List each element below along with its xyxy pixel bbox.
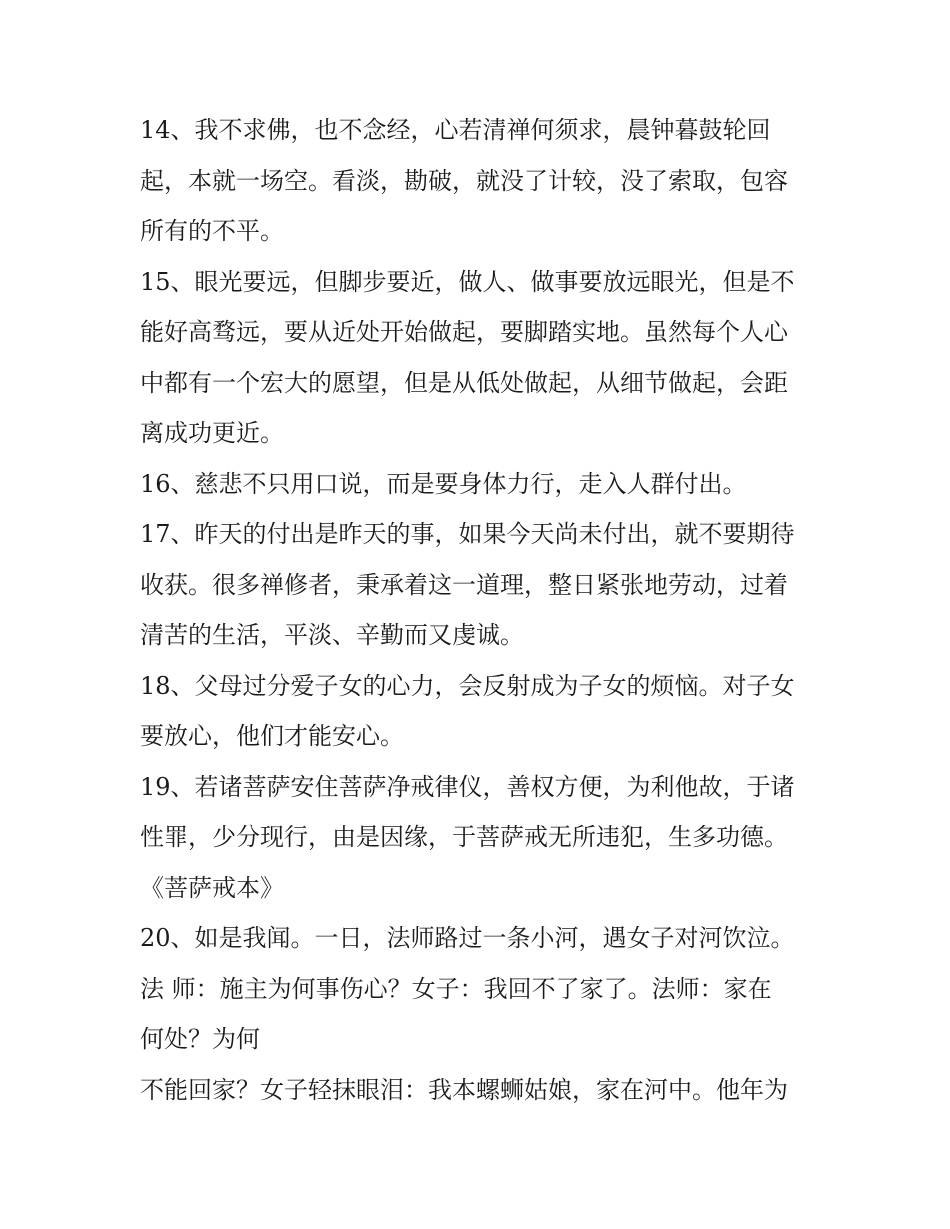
- text-line: 18、父母过分爱子女的心力，会反射成为子女的烦恼。对子女: [140, 672, 795, 700]
- text-line: 法 师：施主为何事伤心？女子：我回不了家了。法师：家在: [140, 975, 772, 1003]
- text-line: 能好高骛远，要从近处开始做起，要脚踏实地。虽然每个人心: [140, 318, 788, 346]
- text-line: 15、眼光要远，但脚步要近，做人、做事要放远眼光，但是不: [140, 268, 795, 296]
- text-line: 要放心，他们才能安心。: [140, 722, 404, 750]
- text-line: 19、若诸菩萨安住菩萨净戒律仪，善权方便，为利他故，于诸: [140, 773, 795, 801]
- text-line: 《菩萨戒本》: [140, 874, 284, 902]
- text-line: 16、慈悲不只用口说，而是要身体力行，走入人群付出。: [140, 470, 747, 498]
- text-line: 17、昨天的付出是昨天的事，如果今天尚未付出，就不要期待: [140, 520, 795, 548]
- text-line: 20、如是我闻。一日，法师路过一条小河，遇女子对河饮泣。: [140, 924, 795, 952]
- text-line: 起，本就一场空。看淡，勘破，就没了计较，没了索取，包容: [140, 167, 788, 195]
- text-line: 性罪，少分现行，由是因缘，于菩萨戒无所违犯，生多功德。: [140, 823, 788, 851]
- text-line: 中都有一个宏大的愿望，但是从低处做起，从细节做起，会距: [140, 369, 788, 397]
- text-line: 何处？为何: [140, 1025, 260, 1053]
- text-line: 收获。很多禅修者，秉承着这一道理，整日紧张地劳动，过着: [140, 571, 788, 599]
- text-line: 14、我不求佛，也不念经，心若清禅何须求，晨钟暮鼓轮回: [140, 116, 771, 144]
- text-line: 清苦的生活，平淡、辛勤而又虔诚。: [140, 621, 524, 649]
- text-line: 不能回家？女子轻抹眼泪：我本螺蛳姑娘，家在河中。他年为: [140, 1076, 788, 1104]
- text-line: 离成功更近。: [140, 419, 284, 447]
- text-line: 所有的不平。: [140, 217, 284, 245]
